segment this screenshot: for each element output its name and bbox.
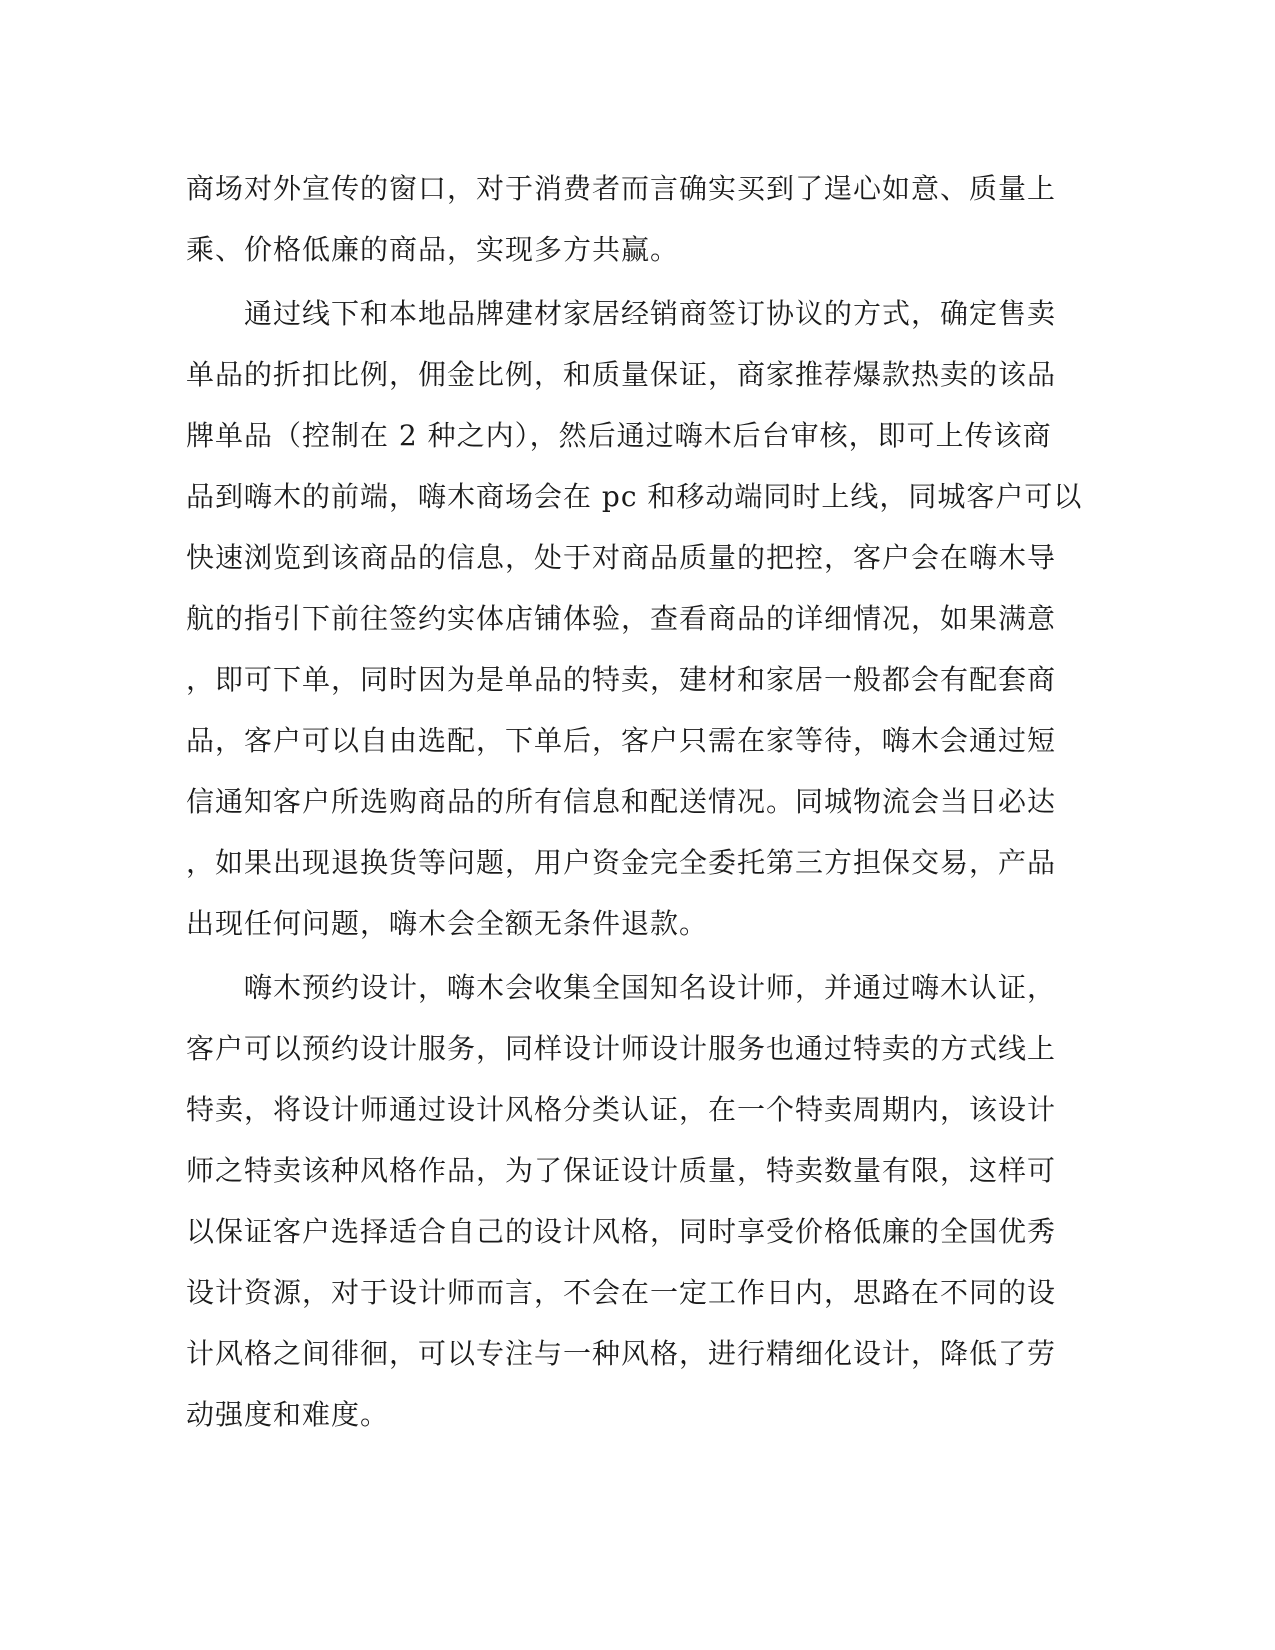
text-line: 航的指引下前往签约实体店铺体验，查看商品的详细情况，如果满意: [186, 602, 1057, 635]
paragraph-intro-continuation: [186, 158, 1066, 280]
text-line: 以保证客户选择适合自己的设计风格，同时享受价格低廉的全国优秀: [186, 1215, 1057, 1248]
text-line: 客户可以预约设计服务，同样设计师设计服务也通过特卖的方式线上: [186, 1032, 1057, 1065]
text-line: 牌单品（控制在 2 种之内），然后通过嗨木后台审核，即可上传该商: [186, 419, 1052, 452]
text-line: 商场对外宣传的窗口，对于消费者而言确实买到了逞心如意、质量上: [186, 172, 1057, 205]
text-line: 特卖，将设计师通过设计风格分类认证，在一个特卖周期内，该设计: [186, 1093, 1057, 1126]
text-line: 动强度和难度。: [186, 1398, 390, 1431]
text-line: 单品的折扣比例，佣金比例，和质量保证，商家推荐爆款热卖的该品: [186, 358, 1057, 391]
text-line: ，如果出现退换货等问题，用户资金完全委托第三方担保交易，产品: [186, 846, 1057, 879]
text-line: 信通知客户所选购商品的所有信息和配送情况。同城物流会当日必达: [186, 785, 1057, 818]
text-line: 乘、价格低廉的商品，实现多方共赢。: [186, 233, 680, 266]
document-body: [186, 158, 1083, 1445]
text-line: 设计资源，对于设计师而言，不会在一定工作日内，思路在不同的设: [186, 1276, 1057, 1309]
text-line: 品到嗨木的前端，嗨木商场会在 pc 和移动端同时上线，同城客户可以: [186, 480, 1083, 513]
text-line: 快速浏览到该商品的信息，处于对商品质量的把控，客户会在嗨木导: [186, 541, 1057, 574]
text-line: 师之特卖该种风格作品，为了保证设计质量，特卖数量有限，这样可: [186, 1154, 1057, 1187]
text-line: 嗨木预约设计，嗨木会收集全国知名设计师，并通过嗨木认证，: [186, 971, 1057, 1004]
text-line: 品，客户可以自由选配，下单后，客户只需在家等待，嗨木会通过短: [186, 724, 1057, 757]
paragraph-design-booking: [186, 957, 1066, 1445]
text-line: 通过线下和本地品牌建材家居经销商签订协议的方式，确定售卖: [186, 297, 1057, 330]
text-line: ，即可下单，同时因为是单品的特卖，建材和家居一般都会有配套商: [186, 663, 1057, 696]
text-line: 出现任何问题，嗨木会全额无条件退款。: [186, 907, 709, 940]
text-line: 计风格之间徘徊，可以专注与一种风格，进行精细化设计，降低了劳: [186, 1337, 1057, 1370]
paragraph-offline-dealers: [186, 283, 1083, 954]
